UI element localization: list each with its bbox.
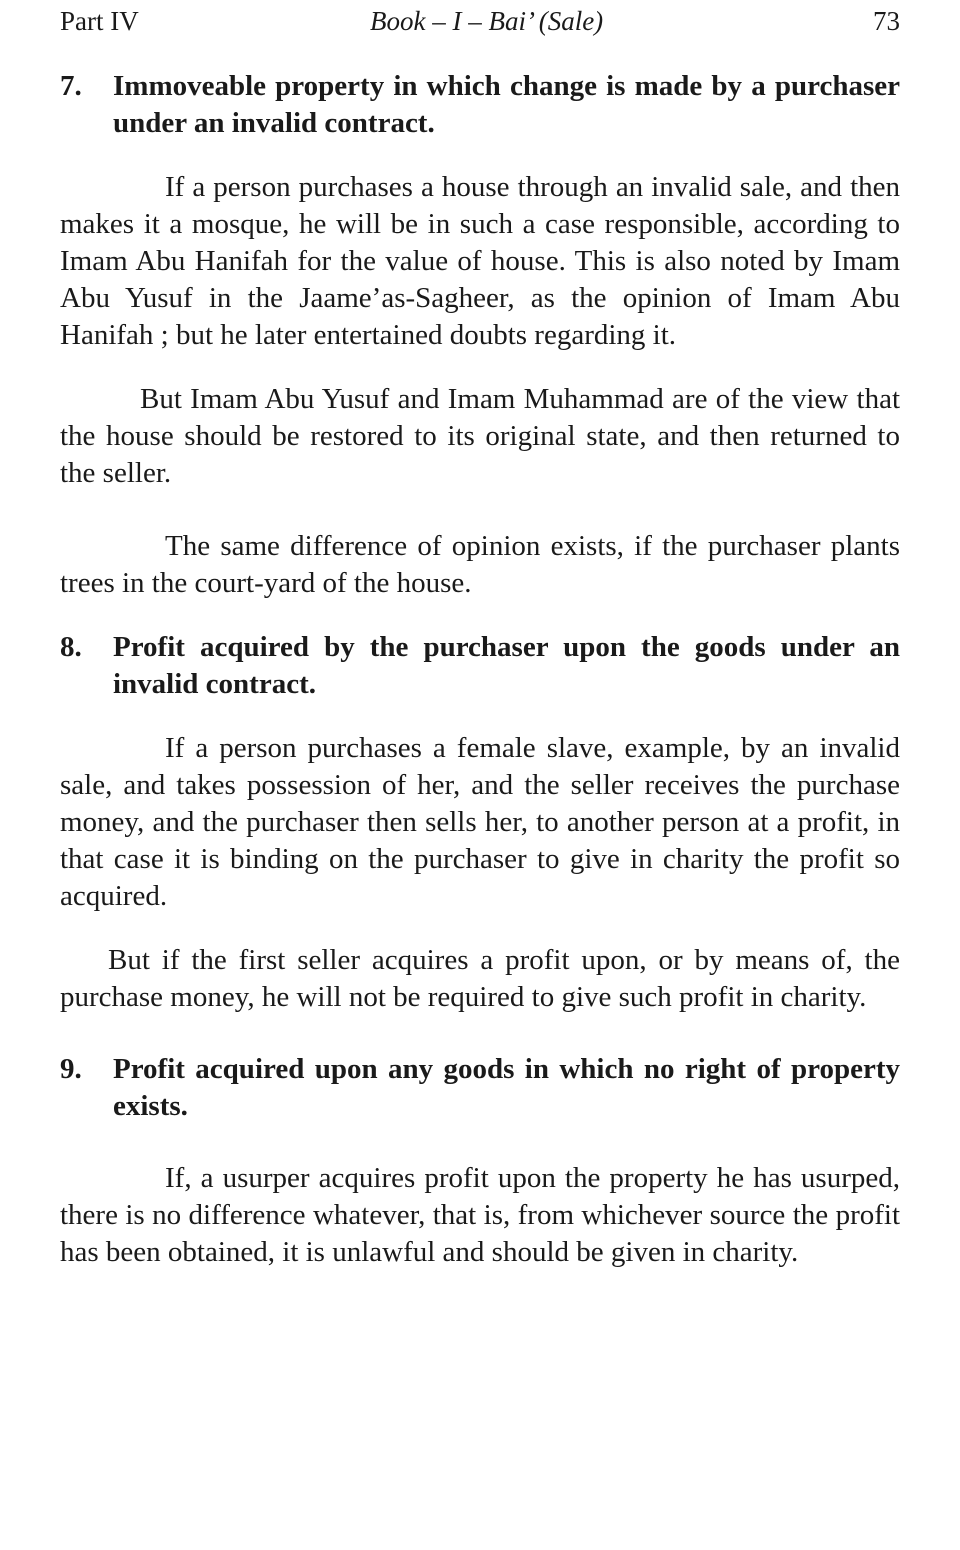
section-heading xyxy=(60,629,900,703)
paragraph: If a person purchases a house through an invalid sale, and then makes it a mosque, he will be in such a case responsible, according to Imam Abu Hanifah for the value of house. This is also noted by Imam Abu Yusuf in the Jaame’as-Sagheer, as the opinion of Imam Abu Hanifah ; but he later entertained doubts regarding it. xyxy=(60,171,900,351)
paragraph: The same difference of opinion exists, if the purchaser plants trees in the court-yard of the house. xyxy=(60,530,900,599)
section-7 xyxy=(60,68,900,602)
running-header xyxy=(60,0,900,44)
book-title: Book – I – Bai’ (Sale) xyxy=(370,6,604,36)
section-title: Immoveable property in which change is made by a purchaser under an invalid contract. xyxy=(113,70,900,139)
section-9 xyxy=(60,1051,900,1271)
section-title: Profit acquired by the purchaser upon the goods under an invalid contract. xyxy=(113,631,900,700)
paragraph: If a person purchases a female slave, example, by an invalid sale, and takes possession of her, and the seller receives the purchase money, and the purchaser then sells her, to another person at a profit, in that case it is binding on the purchaser to give in charity the profit so acquired. xyxy=(60,732,900,912)
paragraph: If, a usurper acquires profit upon the property he has usurped, there is no difference whatever, that is, from whichever source the profit has been obtained, it is unlawful and should be given in charity. xyxy=(60,1162,900,1268)
section-number: 8. xyxy=(60,631,82,663)
section-title: Profit acquired upon any goods in which no right of property exists. xyxy=(113,1053,900,1122)
section-8 xyxy=(60,629,900,1016)
part-label: Part IV xyxy=(60,6,139,36)
section-number: 9. xyxy=(60,1053,82,1085)
page-number: 73 xyxy=(873,6,900,36)
section-heading xyxy=(60,68,900,142)
paragraph: But Imam Abu Yusuf and Imam Muhammad are of the view that the house should be restored to its original state, and then returned to the seller. xyxy=(60,383,900,489)
section-heading xyxy=(60,1051,900,1125)
book-page xyxy=(60,0,900,1271)
paragraph: But if the first seller acquires a profit upon, or by means of, the purchase money, he will not be required to give such profit in charity. xyxy=(60,944,900,1013)
section-number: 7. xyxy=(60,70,82,102)
